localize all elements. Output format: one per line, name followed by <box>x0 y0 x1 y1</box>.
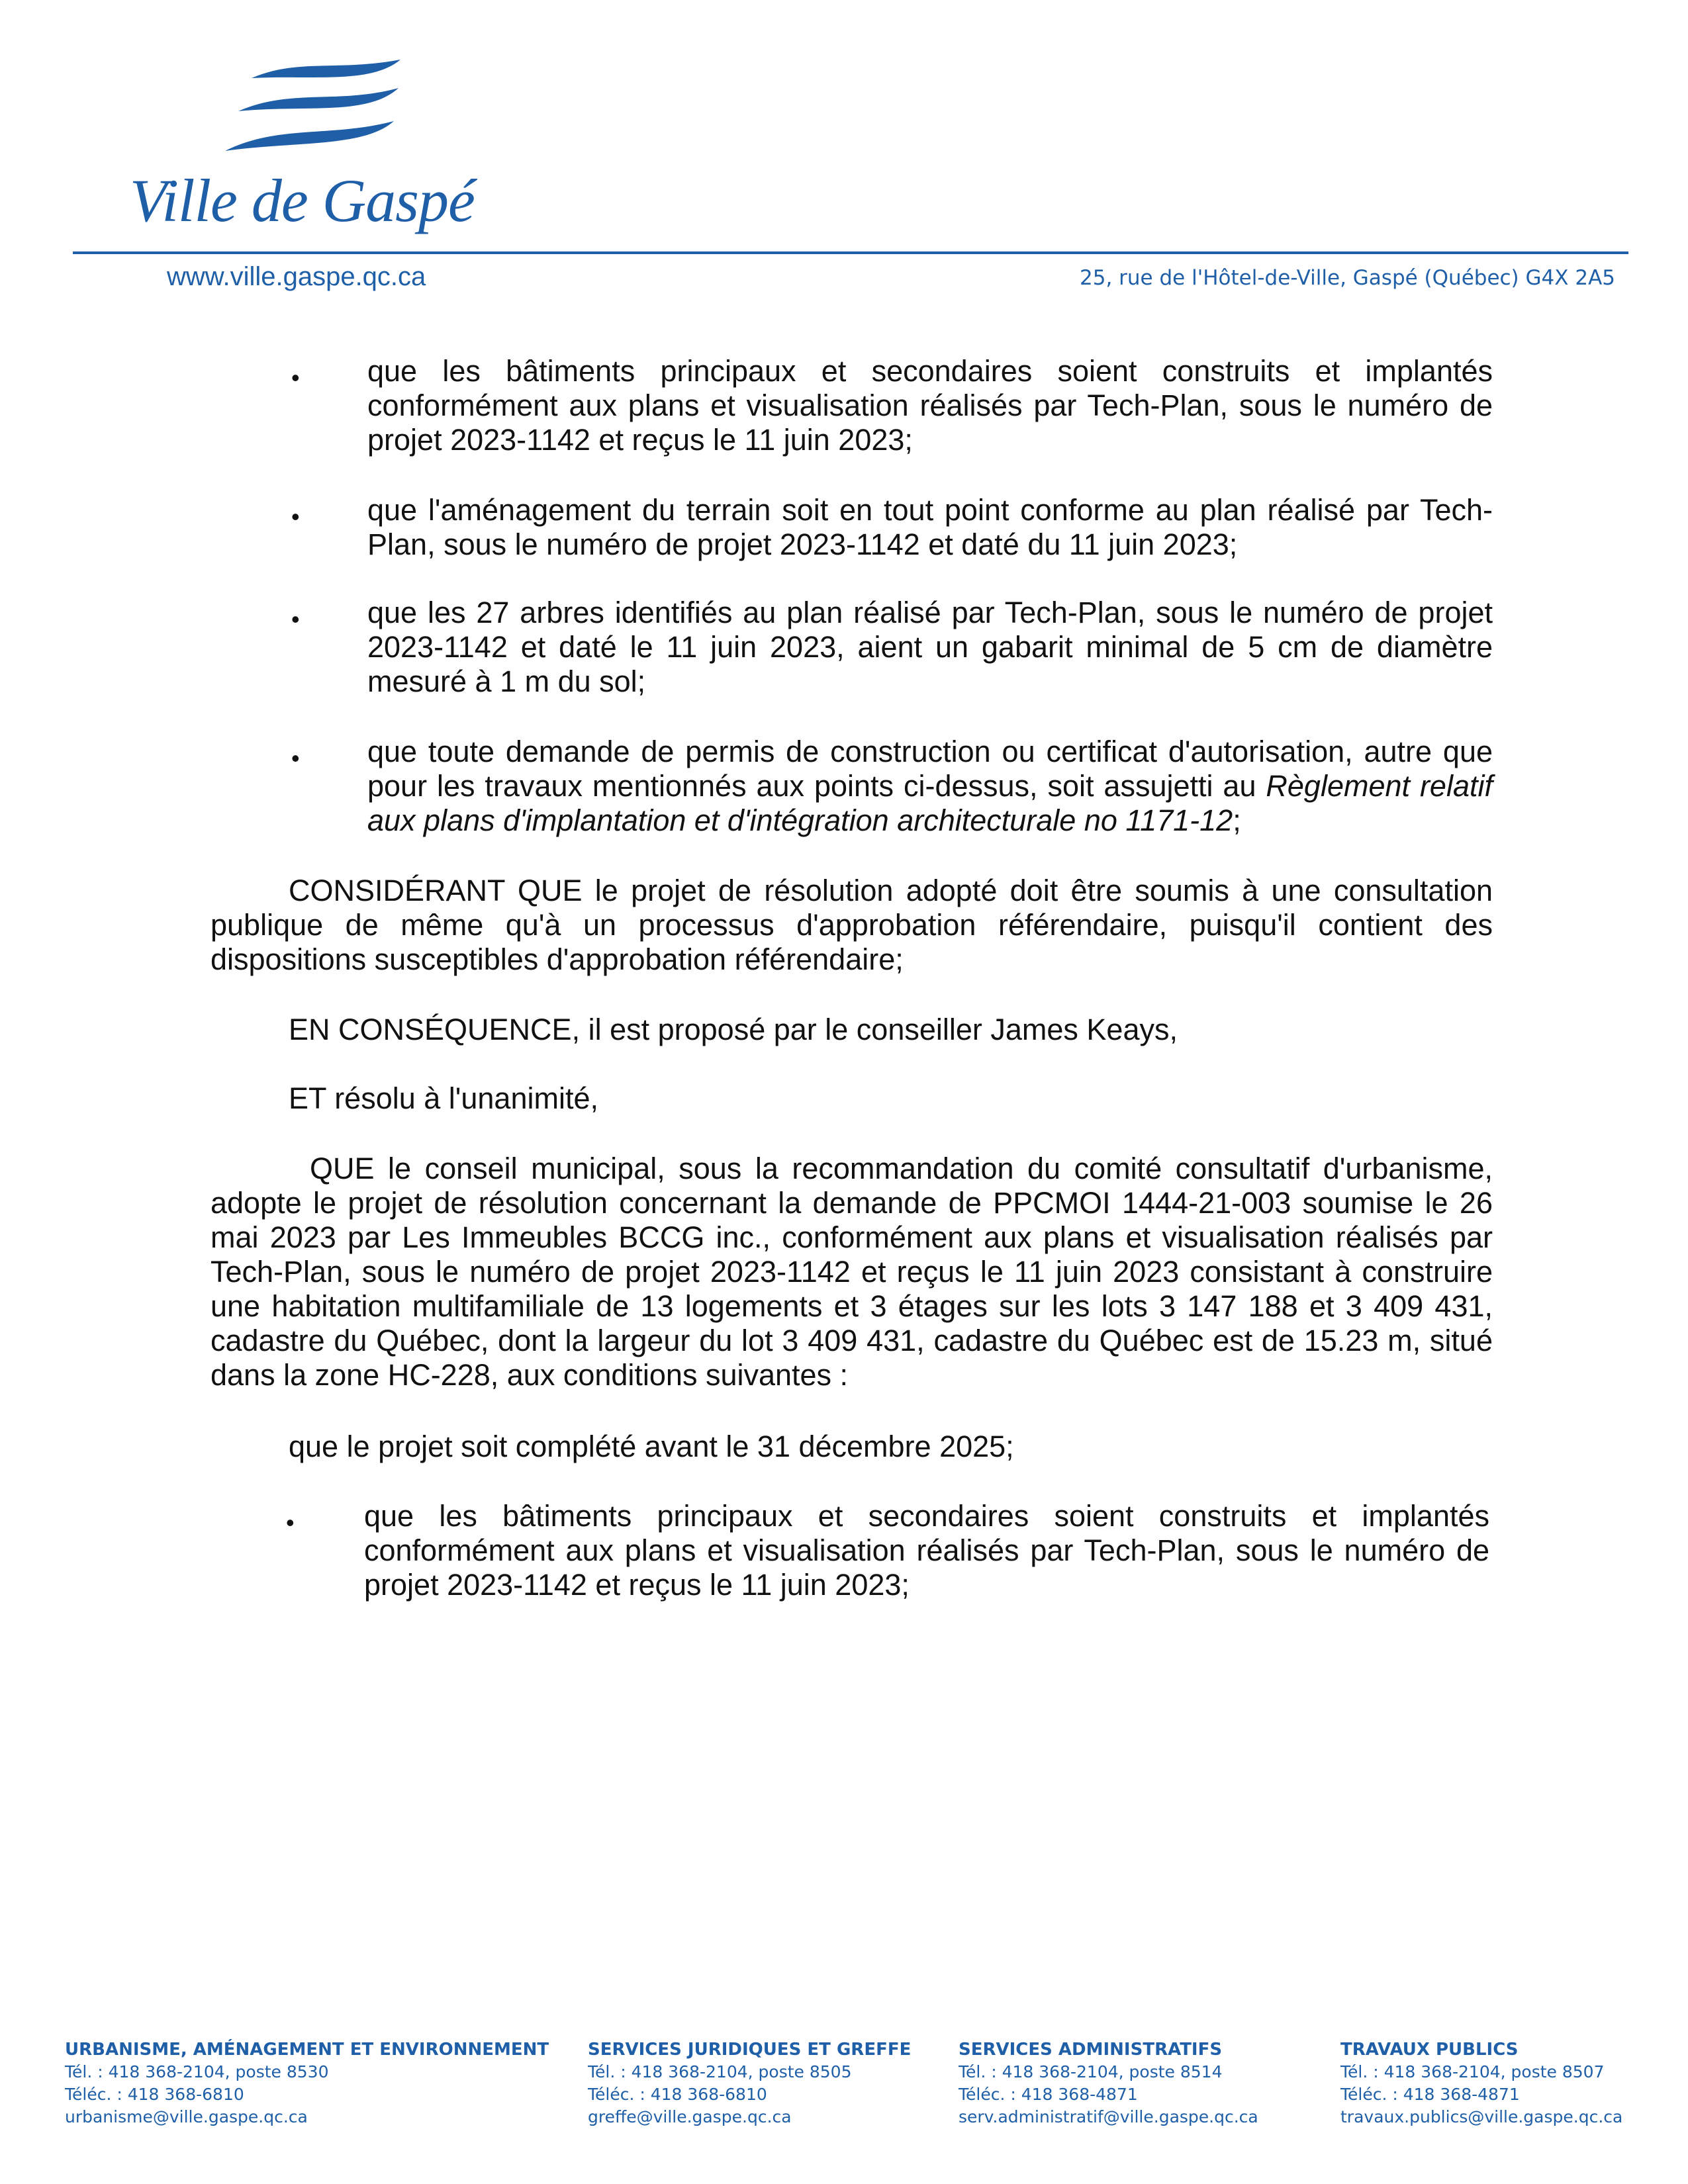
footer-phone: Tél. : 418 368-2104, poste 8530 <box>65 2062 329 2081</box>
footer-col-juridiques <box>588 2038 911 2128</box>
bullet-marker: • <box>291 364 300 391</box>
que-paragraph: QUE le conseil municipal, sous la recommandation du comité consultatif d'urbanisme, adopte le projet de résolution concernant la demande de PPCMOI 1444-21-003 soumise le 26 mai 2023 par Les Immeubles BCCG inc., conformément aux plans et visualisation réalisés par Tech-Plan, sous le numéro de projet 2023-1142 et reçus le 11 juin 2023 consistant à construire une habitation multifamiliale de 13 logements et 3 étages sur les lots 3 147 188 et 3 409 431, cadastre du Québec, dont la largeur du lot 3 409 431, cadastre du Québec est de 15.23 m, situé dans la zone HC-228, aux conditions suivantes : <box>211 1152 1493 1392</box>
footer-phone: Tél. : 418 368-2104, poste 8507 <box>1340 2062 1605 2081</box>
footer-col-administratifs <box>959 2038 1258 2128</box>
footer-email[interactable]: travaux.publics@ville.gaspe.qc.ca <box>1340 2107 1623 2126</box>
city-logo-waves-icon <box>225 58 404 158</box>
footer-dept-title: SERVICES JURIDIQUES ET GREFFE <box>588 2040 912 2060</box>
footer-email[interactable]: serv.administratif@ville.gaspe.qc.ca <box>959 2107 1258 2126</box>
city-logo-text: Ville de Gaspé <box>130 167 475 234</box>
footer-fax: Téléc. : 418 368-4871 <box>1340 2085 1520 2104</box>
bullet-marker: • <box>286 1509 295 1536</box>
footer-col-urbanisme <box>65 2038 549 2128</box>
bullet-marker: • <box>291 503 300 530</box>
footer-fax: Téléc. : 418 368-6810 <box>588 2085 767 2104</box>
bullet-item-bottom: que les bâtiments principaux et secondaires soient construits et implantés conformément aux plans et visualisation réalisés par Tech-Plan, sous le numéro de projet 2023-1142 et reçus le 11 juin 2023; <box>364 1499 1489 1602</box>
footer-dept-title: TRAVAUX PUBLICS <box>1340 2040 1519 2060</box>
considerant-paragraph: CONSIDÉRANT QUE le projet de résolution adopté doit être soumis à une consultation publique de même qu'à un processus d'approbation référendaire, puisqu'il contient des dispositions susceptibles d'approbation référendaire; <box>211 874 1493 976</box>
bullet-marker: • <box>291 745 300 772</box>
footer-phone: Tél. : 418 368-2104, poste 8505 <box>588 2062 852 2081</box>
footer-fax: Téléc. : 418 368-4871 <box>959 2085 1138 2104</box>
website-link[interactable]: www.ville.gaspe.qc.ca <box>167 262 426 291</box>
consequence-paragraph: EN CONSÉQUENCE, il est proposé par le conseiller James Keays, <box>289 1013 1178 1046</box>
bullet-item-4 <box>367 735 1493 838</box>
footer-col-travaux <box>1340 2038 1622 2128</box>
city-hall-address: 25, rue de l'Hôtel-de-Ville, Gaspé (Québec) G4X 2A5 <box>1080 266 1615 290</box>
footer-dept-title: SERVICES ADMINISTRATIFS <box>959 2040 1223 2060</box>
bullet-item-1: que les bâtiments principaux et secondaires soient construits et implantés conformément aux plans et visualisation réalisés par Tech-Plan, sous le numéro de projet 2023-1142 et reçus le 11 juin 2023; <box>367 354 1493 457</box>
footer-dept-title: URBANISME, AMÉNAGEMENT ET ENVIRONNEMENT <box>65 2040 549 2060</box>
footer-email[interactable]: greffe@ville.gaspe.qc.ca <box>588 2107 792 2126</box>
resolution-unanimity: ET résolu à l'unanimité, <box>289 1081 598 1115</box>
bylaw-reference: Règlement relatif aux plans d'implantation et d'intégration architecturale no 1171-12 <box>367 769 1493 837</box>
header-divider <box>73 251 1628 254</box>
bullet-item-2: que l'aménagement du terrain soit en tout point conforme au plan réalisé par Tech-Plan, sous le numéro de projet 2023-1142 et daté du 11 juin 2023; <box>367 493 1493 561</box>
bullet-4-end: ; <box>1233 803 1241 837</box>
footer-phone: Tél. : 418 368-2104, poste 8514 <box>959 2062 1223 2081</box>
bullet-marker: • <box>291 606 300 633</box>
bullet-4-text: que toute demande de permis de construction ou certificat d'autorisation, autre que pour les travaux mentionnés aux points ci-dessus, soit assujetti au <box>367 735 1493 803</box>
footer-fax: Téléc. : 418 368-6810 <box>65 2085 244 2104</box>
condition-completion-date: que le projet soit complété avant le 31 décembre 2025; <box>289 1430 1014 1463</box>
bullet-item-3: que les 27 arbres identifiés au plan réalisé par Tech-Plan, sous le numéro de projet 2023-1142 et daté le 11 juin 2023, aient un gabarit minimal de 5 cm de diamètre mesuré à 1 m du sol; <box>367 596 1493 698</box>
footer-email[interactable]: urbanisme@ville.gaspe.qc.ca <box>65 2107 308 2126</box>
